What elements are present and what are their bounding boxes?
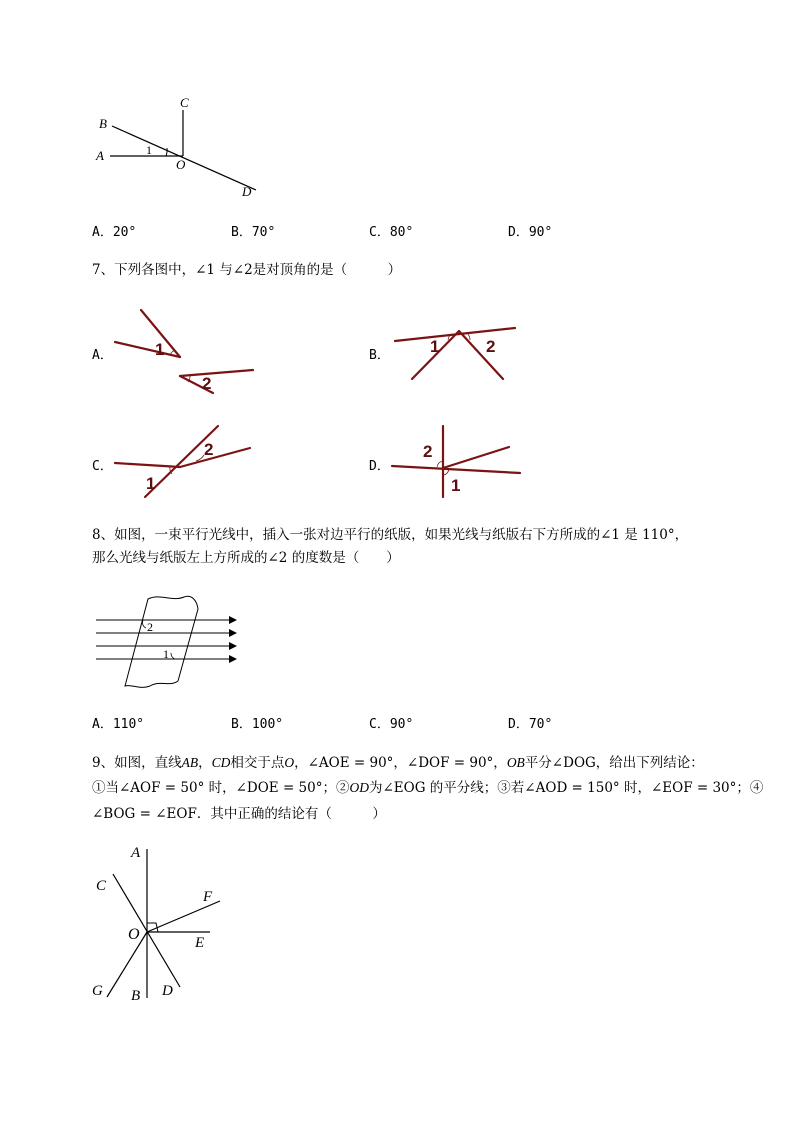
q8-option-d[interactable]: D．70° [508,717,553,732]
label-o: O [176,157,186,172]
q7-a-mark-1: 1 [155,340,165,359]
label-f: F [203,889,213,905]
q6-option-c[interactable]: C．80° [369,225,414,240]
q6-option-a[interactable]: A．20° [92,225,137,240]
q8-question-line2: 那么光线与纸版左上方所成的∠2 的度数是（ ） [92,550,400,566]
label-d: D [162,983,173,999]
q9-question-line3: ∠BOG = ∠EOF．其中正确的结论有（ ） [92,806,386,822]
label-o: O [128,926,140,943]
q8-mark-1: 1 [163,647,169,661]
q7-question: 7、下列各图中，∠1 与∠2是对顶角的是（ ） [92,262,402,278]
label-a: A [131,845,141,861]
q7-a-mark-2: 2 [202,374,212,393]
label-a: A [96,148,104,163]
q7-c-mark-1: 1 [146,474,156,493]
q7-d-mark-2: 2 [423,442,433,461]
label-d: D [242,184,252,199]
label-g: G [92,983,103,999]
q7-option-a-letter[interactable]: A． [92,348,113,363]
q8-option-a[interactable]: A．110° [92,717,145,732]
q7-option-c-letter[interactable]: C． [92,459,113,474]
q8-question-line1: 8、如图，一束平行光线中，插入一张对边平行的纸版，如果光线与纸版右下方所成的∠1 是 110°， [92,527,689,543]
label-b: B [131,988,141,1004]
line-of [147,901,220,932]
q7-option-d-letter[interactable]: D． [369,459,390,474]
line-og [107,932,147,997]
q7-c-mark-2: 2 [204,440,214,459]
q8-option-b[interactable]: B．100° [231,717,284,732]
q8-mark-2: 2 [147,620,153,634]
q7-b-mark-1: 1 [430,337,440,356]
label-c: C [180,95,189,110]
label-angle-1: 1 [146,143,152,157]
q7-b-mark-2: 2 [486,337,496,356]
q9-question-line1: 9、如图，直线AB，CD相交于点O，∠AOE = 90°，∠DOF = 90°，OB平分∠DOG，给出下列结论： [92,755,704,771]
label-e: E [195,935,205,951]
label-c: C [96,878,107,894]
q9-question-line2: ①当∠AOF = 50° 时，∠DOE = 50°；②OD为∠EOG 的平分线；③若∠AOD = 150° 时，∠EOF = 30°；④ [92,780,764,796]
q7-d-mark-1: 1 [451,476,461,495]
q6-option-d[interactable]: D．90° [508,225,553,240]
q7-option-b-letter[interactable]: B． [369,348,390,363]
q8-option-c[interactable]: C．90° [369,717,414,732]
label-b: B [99,116,107,131]
q6-option-b[interactable]: B．70° [231,225,276,240]
